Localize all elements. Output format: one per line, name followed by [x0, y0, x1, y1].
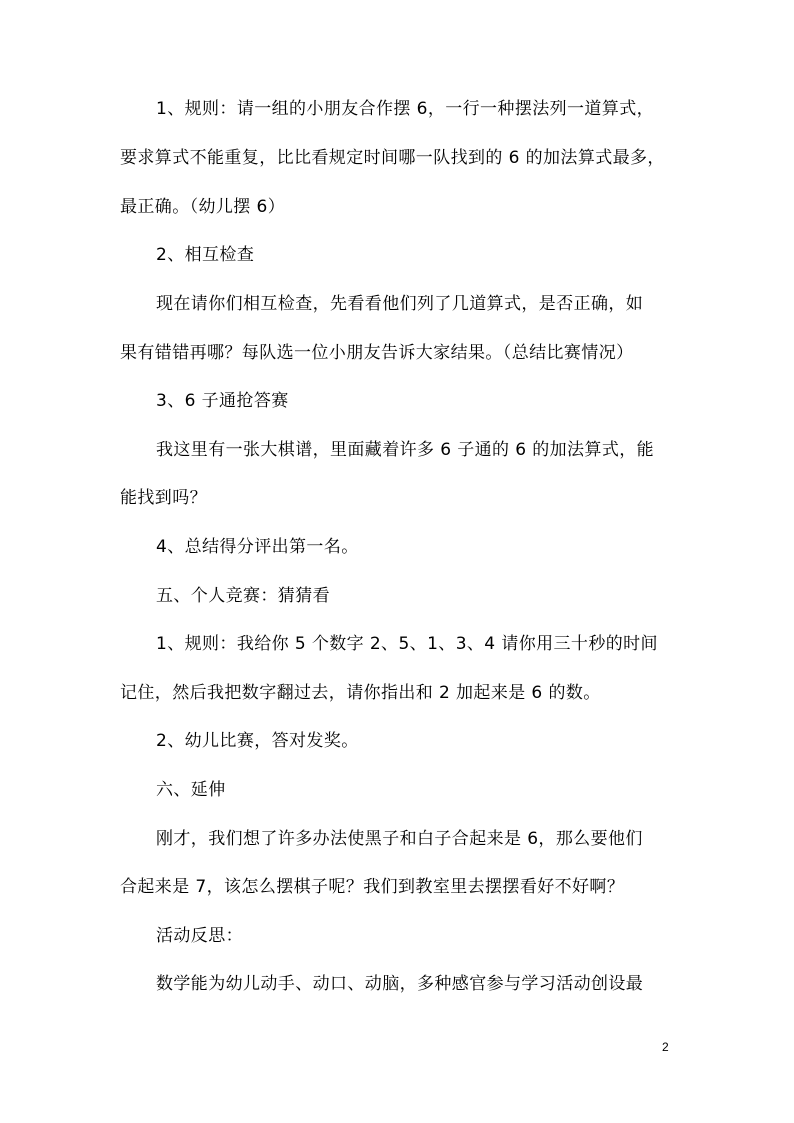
- text-line: 1、规则：请一组的小朋友合作摆 6，一行一种摆法列一道算式，: [156, 99, 655, 119]
- text-line: 果有错错再哪？每队选一位小朋友告诉大家结果。（总结比赛情况）: [120, 343, 634, 363]
- text-line: 刚才，我们想了许多办法使黑子和白子合起来是 6，那么要他们: [156, 829, 643, 849]
- text-line: 2、幼儿比赛，答对发奖。: [156, 731, 359, 751]
- text-line: 1、规则：我给你 5 个数字 2、5、1、3、4 请你用三十秒的时间: [156, 634, 658, 654]
- text-line: 4、总结得分评出第一名。: [156, 537, 359, 557]
- section-heading: 六、延伸: [156, 780, 226, 800]
- text-line: 要求算式不能重复，比比看规定时间哪一队找到的 6 的加法算式最多，: [120, 148, 665, 168]
- text-line: 现在请你们相互检查，先看看他们列了几道算式，是否正确，如: [156, 294, 644, 314]
- text-line: 最正确。（幼儿摆 6）: [120, 197, 286, 217]
- section-heading: 3、6 子通抢答赛: [156, 391, 289, 411]
- section-heading: 2、相互检查: [156, 245, 255, 265]
- section-heading: 五、个人竞赛：猜猜看: [156, 586, 330, 606]
- text-line: 我这里有一张大棋谱，里面藏着许多 6 子通的 6 的加法算式，能: [156, 440, 655, 460]
- text-line: 能找到吗？: [120, 488, 207, 508]
- page-number: 2: [662, 1040, 669, 1054]
- text-line: 记住，然后我把数字翻过去，请你指出和 2 加起来是 6 的数。: [120, 683, 601, 703]
- text-line: 合起来是 7，该怎么摆棋子呢？我们到教室里去摆摆看好不好啊？: [120, 877, 625, 897]
- section-heading: 活动反思：: [156, 926, 243, 946]
- text-line: 数学能为幼儿动手、动口、动脑，多种感官参与学习活动创设最: [156, 974, 644, 994]
